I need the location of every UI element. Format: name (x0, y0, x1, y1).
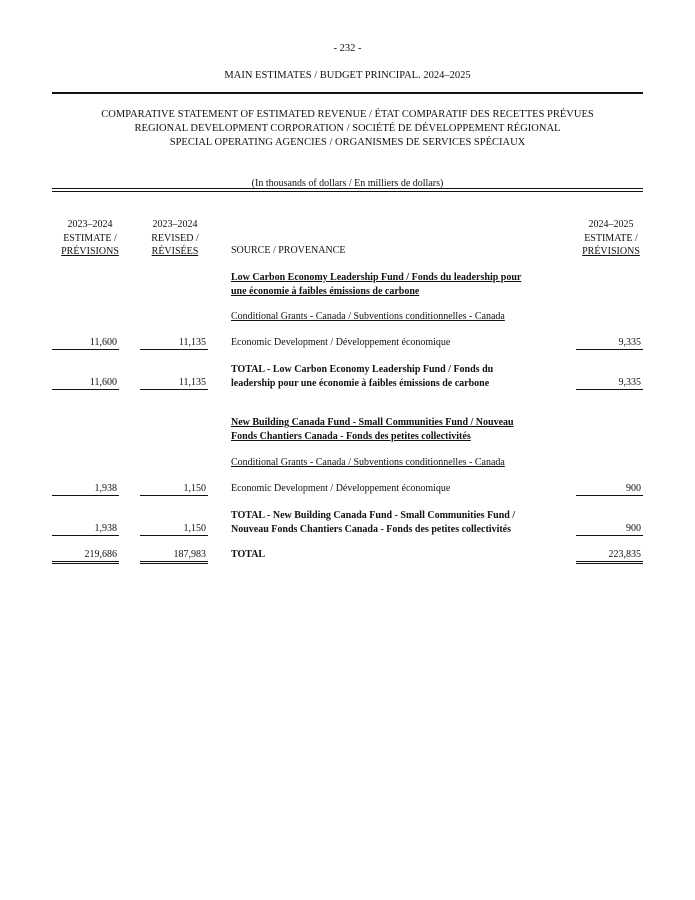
section-total-estimate-2023: 11,600 (52, 377, 119, 390)
line-item-estimate-2023: 1,938 (52, 483, 119, 496)
column-header-source: SOURCE / PROVENANCE (231, 245, 346, 256)
section-title (231, 416, 514, 444)
line-item-revised-2023: 11,135 (140, 337, 208, 350)
statement-heading-line-2: REGIONAL DEVELOPMENT CORPORATION / SOCIÉTÉ DE DÉVELOPPEMENT RÉGIONAL (134, 123, 561, 134)
grand-total-label: TOTAL (231, 549, 266, 560)
section-subheading: Conditional Grants - Canada / Subventions conditionnelles - Canada (231, 311, 505, 322)
line-item-description: Economic Development / Développement économique (231, 483, 451, 494)
section-title-line: une économie à faibles émissions de carbone (231, 286, 420, 297)
column-header-type-fr: RÉVISÉES (151, 246, 199, 257)
section-total-line: TOTAL - Low Carbon Economy Leadership Fund / Fonds du (231, 364, 494, 375)
column-header-type-fr: PRÉVISIONS (61, 246, 119, 257)
line-item-revised-2023: 1,150 (140, 483, 208, 496)
column-header-estimate-2024 (573, 218, 649, 259)
section-title (231, 271, 521, 299)
column-header-type: REVISED / (151, 232, 199, 244)
section-total-line: leadership pour une économie à faibles émissions de carbone (231, 378, 490, 389)
table-top-double-rule (52, 188, 643, 192)
column-header-estimate-2023 (52, 218, 128, 259)
column-header-year: 2023–2024 (152, 219, 198, 230)
column-header-type: ESTIMATE / (584, 232, 638, 244)
line-item-estimate-2023: 11,600 (52, 337, 119, 350)
line-item-estimate-2024: 9,335 (576, 337, 643, 350)
grand-total-revised-2023: 187,983 (140, 549, 208, 564)
section-total-estimate-2023: 1,938 (52, 523, 119, 536)
section-title-line: New Building Canada Fund - Small Communities Fund / Nouveau (231, 417, 514, 428)
section-subheading: Conditional Grants - Canada / Subventions conditionnelles - Canada (231, 457, 505, 468)
section-total-estimate-2024: 900 (576, 523, 643, 536)
section-title-line: Fonds Chantiers Canada - Fonds des petites collectivités (231, 431, 471, 442)
column-header-type-fr: PRÉVISIONS (582, 246, 640, 257)
section-total-estimate-2024: 9,335 (576, 377, 643, 390)
statement-heading-line-3: SPECIAL OPERATING AGENCIES / ORGANISMES DE SERVICES SPÉCIAUX (169, 137, 526, 148)
section-total-revised-2023: 1,150 (140, 523, 208, 536)
line-item-estimate-2024: 900 (576, 483, 643, 496)
column-header-year: 2023–2024 (67, 219, 113, 230)
column-header-revised-2023 (140, 218, 210, 259)
section-total-line: TOTAL - New Building Canada Fund - Small Communities Fund / (231, 510, 516, 521)
section-title-line: Low Carbon Economy Leadership Fund / Fonds du leadership pour (231, 272, 522, 283)
document-title: MAIN ESTIMATES / BUDGET PRINCIPAL. 2024–2025 (224, 70, 471, 81)
page-number: - 232 - (333, 43, 362, 54)
column-header-type: ESTIMATE / (63, 232, 117, 244)
grand-total-estimate-2023: 219,686 (52, 549, 119, 564)
section-total-line: Nouveau Fonds Chantiers Canada - Fonds des petites collectivités (231, 524, 512, 535)
section-total-revised-2023: 11,135 (140, 377, 208, 390)
grand-total-estimate-2024: 223,835 (576, 549, 643, 564)
units-note: (In thousands of dollars / En milliers de dollars) (251, 178, 444, 189)
statement-heading-line-1: COMPARATIVE STATEMENT OF ESTIMATED REVENUE / ÉTAT COMPARATIF DES RECETTES PRÉVUES (101, 109, 594, 120)
line-item-description: Economic Development / Développement économique (231, 337, 451, 348)
section-total-label (231, 509, 515, 537)
section-total-label (231, 363, 493, 391)
header-rule (52, 92, 643, 94)
column-header-year: 2024–2025 (588, 219, 634, 230)
